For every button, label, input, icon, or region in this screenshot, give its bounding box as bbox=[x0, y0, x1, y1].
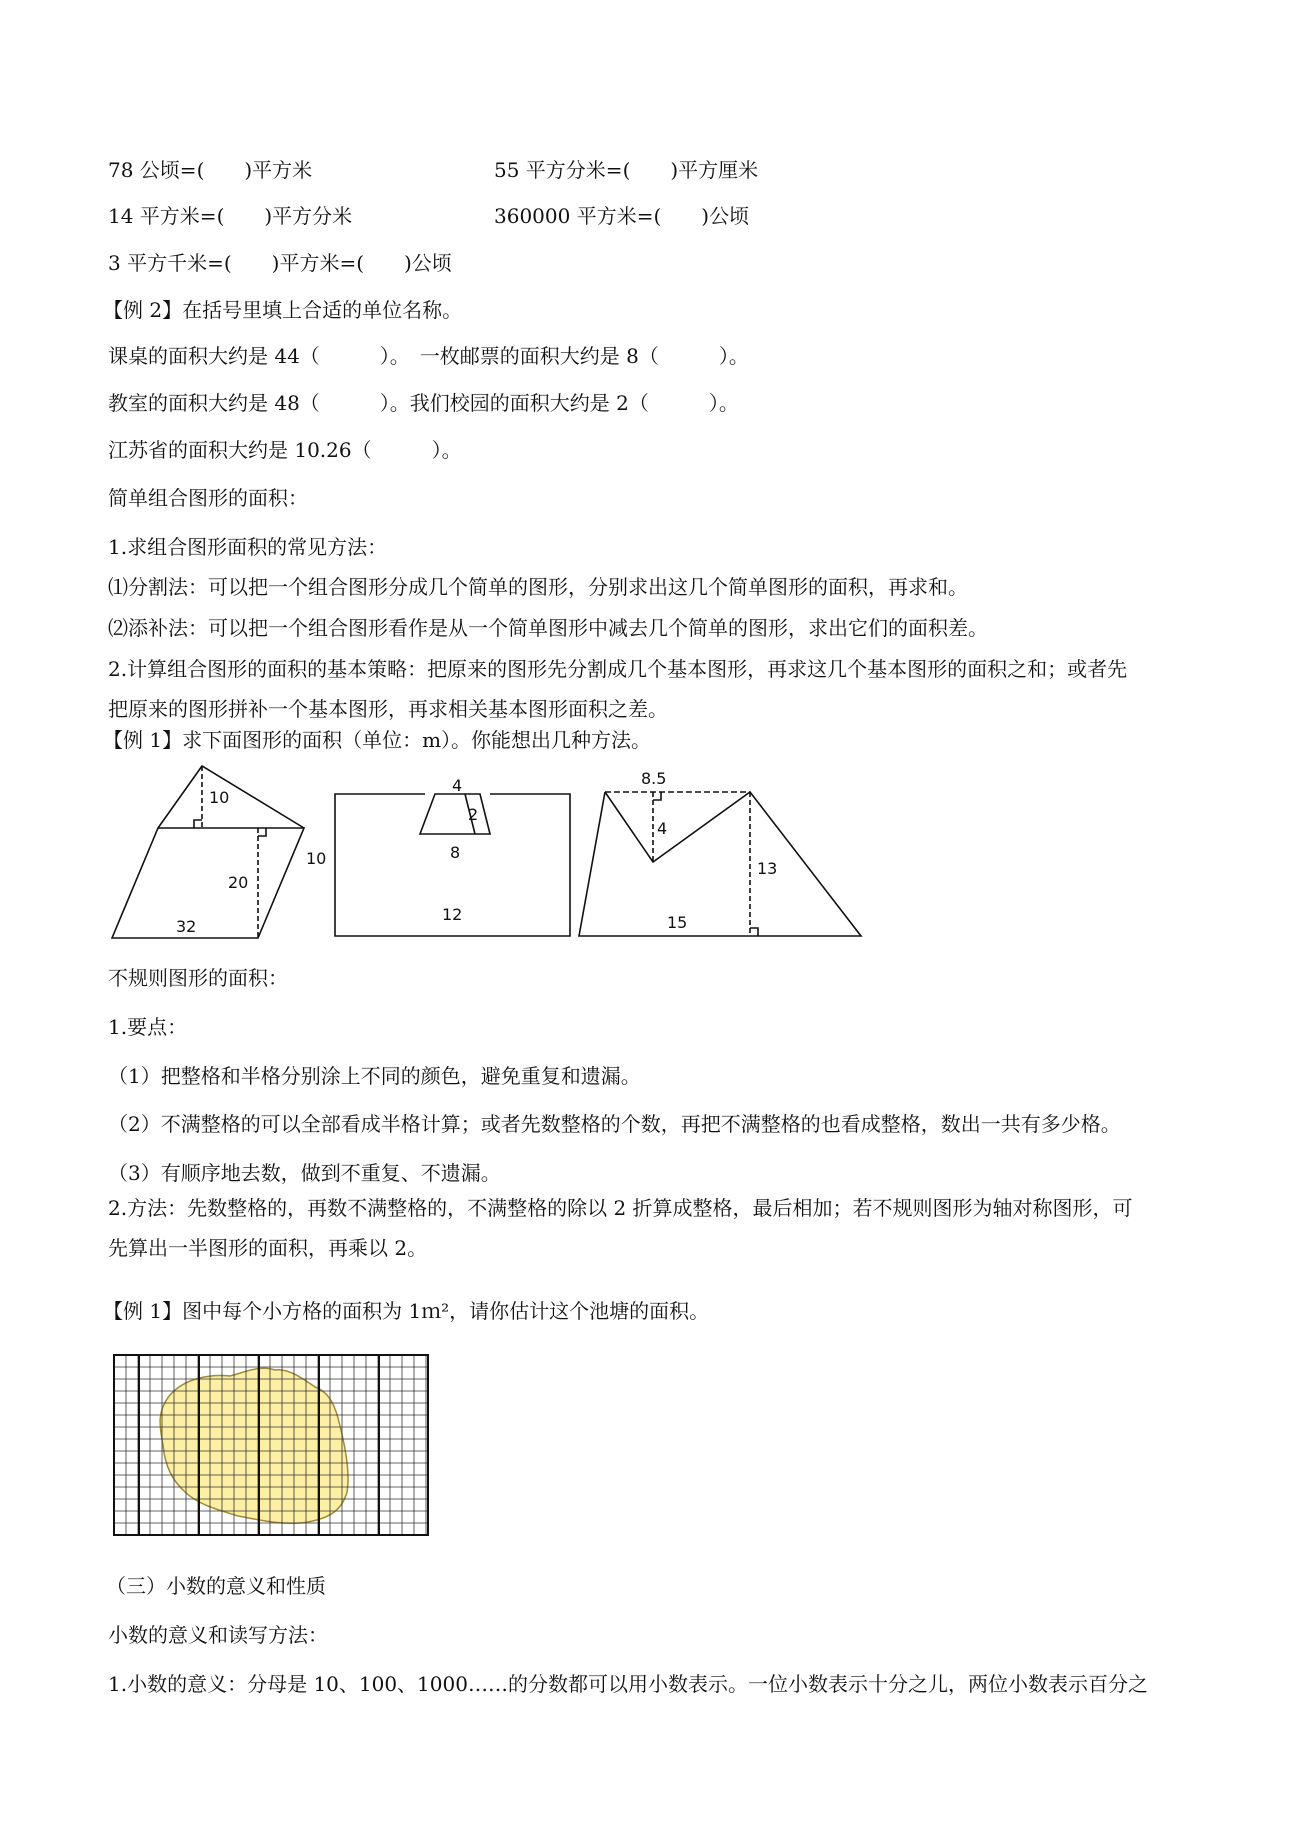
irregular-point-half: （2）不满整格的可以全部看成半格计算；或者先数整格的个数，再把不满整格的也看成整格，数出一共有多少格。 bbox=[108, 1112, 1121, 1136]
fig3-notch-depth: 4 bbox=[657, 819, 668, 838]
conversion-55-sq-dm: 55 平方分米=( )平方厘米 bbox=[494, 158, 759, 182]
irregular-method-b: 先算出一半图形的面积，再乘以 2。 bbox=[108, 1236, 428, 1260]
fig2-bottom: 8 bbox=[450, 843, 461, 862]
irregular-point-1: 1.要点： bbox=[108, 1015, 188, 1039]
composite-point-split: ⑴分割法：可以把一个组合图形分成几个简单的图形，分别求出这几个简单图形的面积，再求和。 bbox=[108, 575, 968, 599]
irregular-method-a: 2.方法：先数整格的，再数不满整格的，不满整格的除以 2 折算成整格，最后相加；若不规则图形为轴对称图形，可 bbox=[108, 1196, 1133, 1220]
fig3-height: 13 bbox=[757, 859, 778, 878]
fig1-side-length: 10 bbox=[306, 849, 327, 868]
conversion-360000-sq-m: 360000 平方米=( )公顷 bbox=[494, 204, 750, 228]
fig2-trap-height: 2 bbox=[468, 805, 479, 824]
composite-point-2b: 把原来的图形拼补一个基本图形，再求相关基本图形面积之差。 bbox=[108, 697, 668, 721]
units-line-1: 课桌的面积大约是 44（ ）。 一枚邮票的面积大约是 8（ ）。 bbox=[108, 344, 749, 368]
fig3-top: 8.5 bbox=[641, 769, 667, 788]
irregular-point-color: （1）把整格和半格分别涂上不同的颜色，避免重复和遗漏。 bbox=[108, 1064, 641, 1088]
fig2-top: 4 bbox=[452, 776, 463, 795]
example-2-heading: 【例 2】在括号里填上合适的单位名称。 bbox=[103, 298, 463, 322]
figure-parallelogram-triangle bbox=[108, 760, 327, 945]
composite-example-1: 【例 1】求下面图形的面积（单位：m）。你能想出几种方法。 bbox=[103, 728, 652, 752]
units-line-3: 江苏省的面积大约是 10.26（ ）。 bbox=[108, 438, 462, 462]
fig1-triangle-height: 10 bbox=[209, 788, 230, 807]
decimals-title: 小数的意义和读写方法： bbox=[108, 1623, 328, 1647]
composite-point-2a: 2.计算组合图形的面积的基本策略：把原来的图形先分割成几个基本图形，再求这几个基本图形的面积之和；或者先 bbox=[108, 657, 1128, 681]
composite-title: 简单组合图形的面积： bbox=[108, 486, 308, 510]
irregular-example-1: 【例 1】图中每个小方格的面积为 1ｍ²，请你估计这个池塘的面积。 bbox=[103, 1299, 710, 1323]
fig1-height: 20 bbox=[228, 873, 249, 892]
fig1-base: 32 bbox=[176, 917, 197, 936]
conversion-3-sq-km: 3 平方千米=( )平方米=( )公顷 bbox=[108, 251, 452, 275]
units-line-2: 教室的面积大约是 48（ ）。我们校园的面积大约是 2（ ）。 bbox=[108, 391, 739, 415]
composite-point-1: 1.求组合图形面积的常见方法： bbox=[108, 535, 388, 559]
pond-grid-figure bbox=[110, 1350, 432, 1540]
decimals-meaning: 1.小数的意义：分母是 10、100、1000……的分数都可以用小数表示。一位小数表示十分之儿，两位小数表示百分之 bbox=[108, 1672, 1148, 1696]
irregular-title: 不规则图形的面积： bbox=[108, 966, 288, 990]
fig3-base: 15 bbox=[667, 913, 688, 932]
composite-point-fill: ⑵添补法：可以把一个组合图形看作是从一个简单图形中减去几个简单的图形，求出它们的面积差。 bbox=[108, 616, 988, 640]
conversion-78-hectare: 78 公顷=( )平方米 bbox=[108, 158, 313, 182]
figure-rectangle-trapezoid bbox=[330, 776, 575, 941]
fig2-rect-width: 12 bbox=[442, 905, 463, 924]
conversion-14-sq-m: 14 平方米=( )平方分米 bbox=[108, 204, 353, 228]
irregular-point-order: （3）有顺序地去数，做到不重复、不遗漏。 bbox=[108, 1161, 501, 1185]
decimals-section-heading: （三）小数的意义和性质 bbox=[106, 1574, 326, 1598]
figure-trapezoid-notch bbox=[575, 762, 865, 944]
